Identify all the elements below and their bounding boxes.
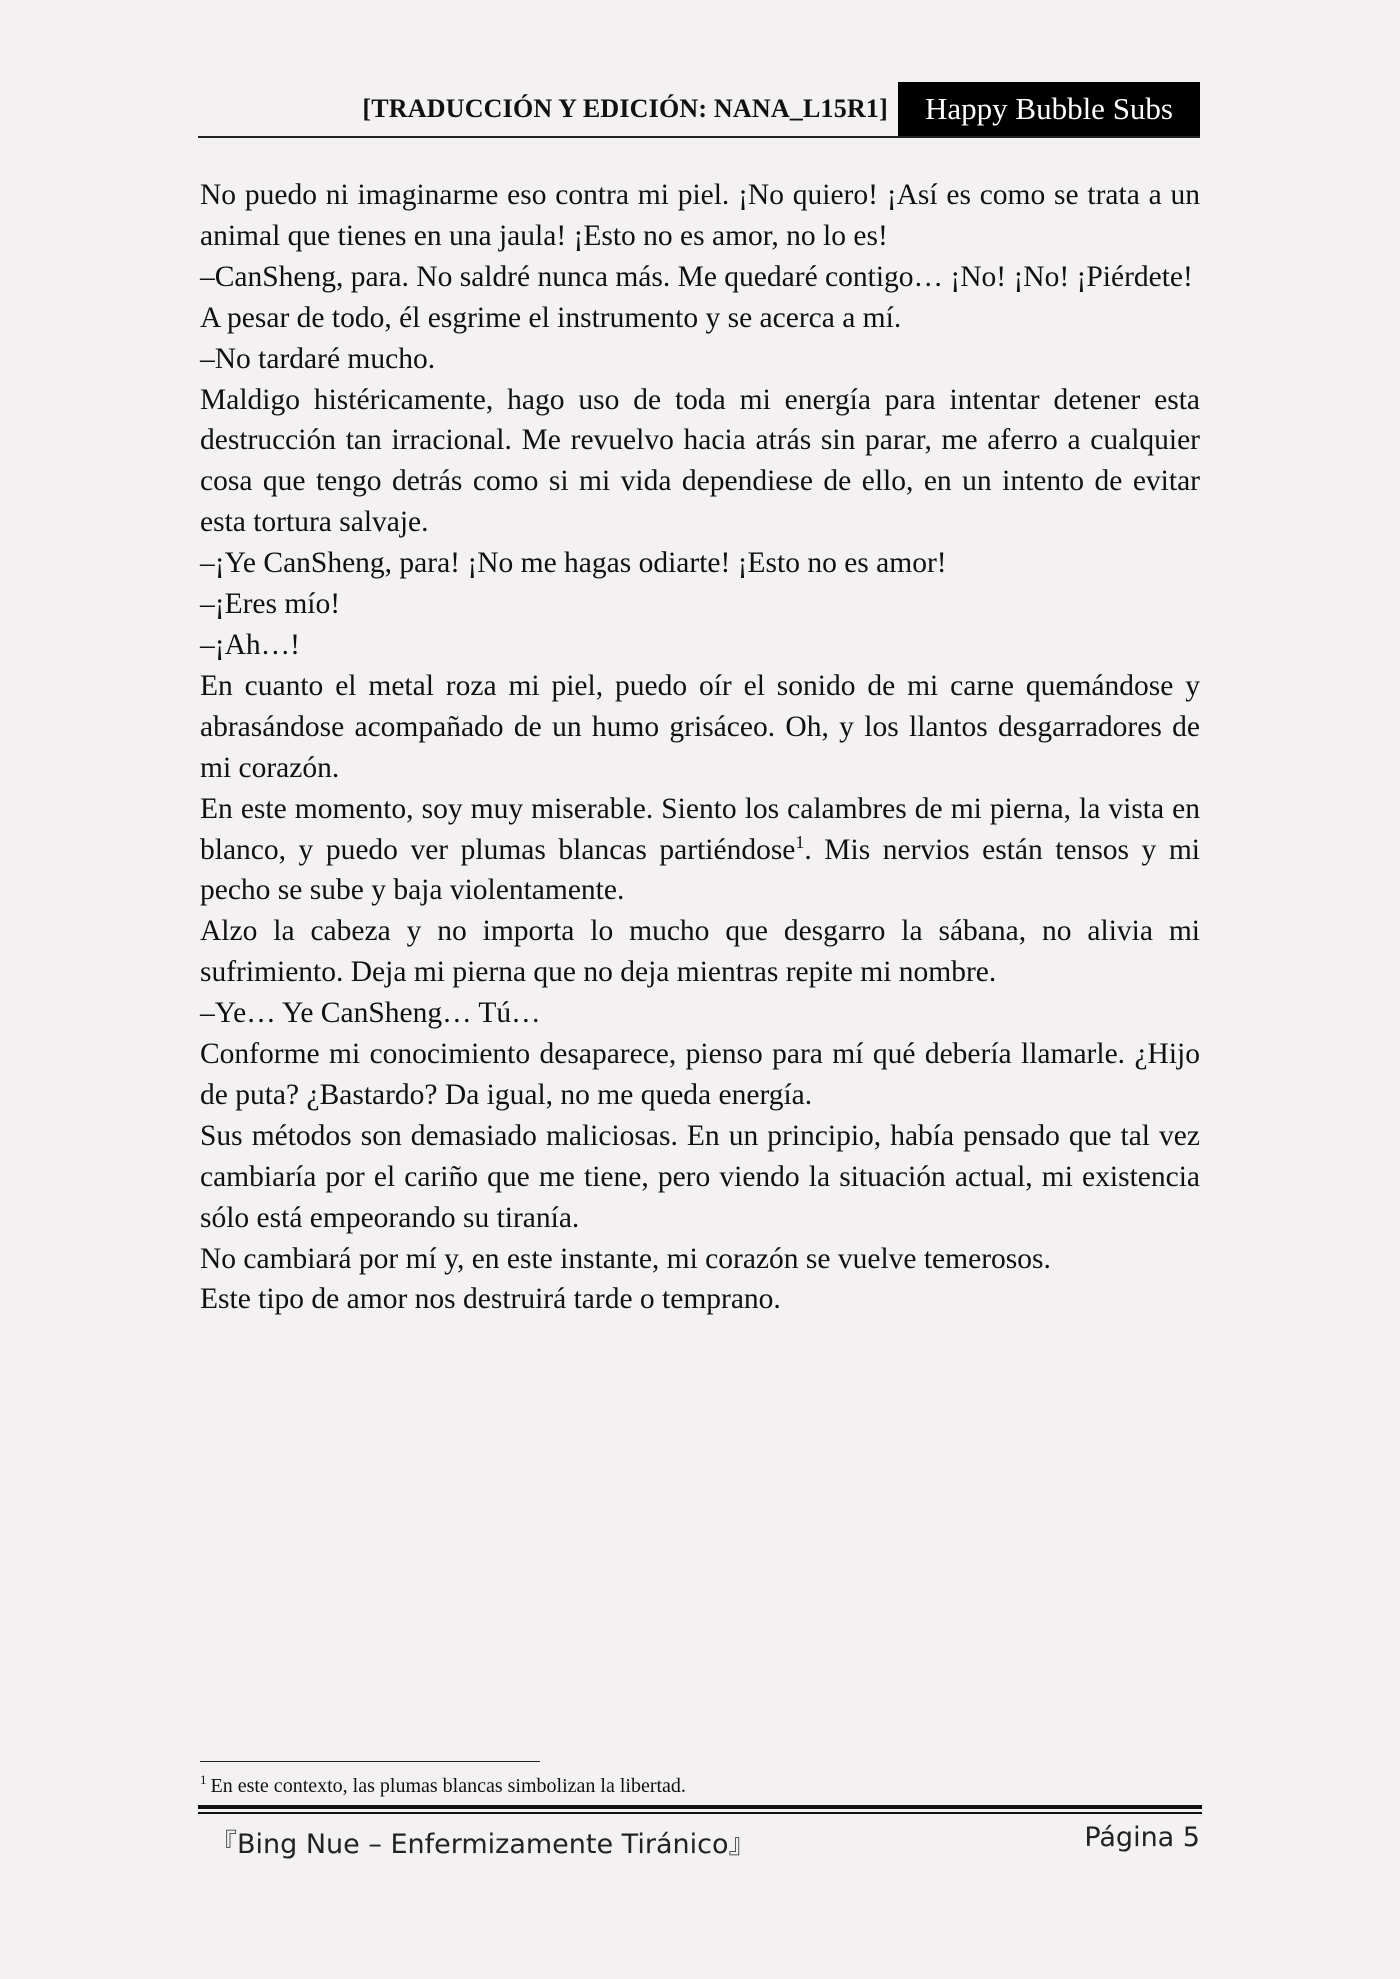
paragraph: Alzo la cabeza y no importa lo mucho que desgarro la sábana, no alivia mi sufrimiento. Deja mi pierna que no deja mientras repite mi nombre. [200, 915, 1200, 989]
paragraph: Este tipo de amor nos destruirá tarde o temprano. [200, 1283, 781, 1316]
paragraph: –¡Ah…! [200, 628, 300, 661]
footnote-number: 1 [200, 1772, 207, 1788]
paragraph: –¡Ye CanSheng, para! ¡No me hagas odiarte! ¡Esto no es amor! [200, 547, 947, 580]
paragraph [200, 789, 1200, 912]
footnote [200, 1772, 686, 1798]
paragraph: A pesar de todo, él esgrime el instrumento y se acerca a mí. [200, 301, 902, 334]
paragraph-head: En este momento, soy muy miserable. Siento los calambres de mi pierna, la vista en blanco, y puedo ver plumas blancas partiéndose [200, 792, 1200, 866]
translation-credit: [TRADUCCIÓN Y EDICIÓN: NANA_L15R1] [362, 94, 888, 123]
paragraph: No puedo ni imaginarme eso contra mi piel. ¡No quiero! ¡Así es como se trata a un animal que tienes en una jaula! ¡Esto no es amor, no lo es! [200, 179, 1200, 252]
paragraph: En cuanto el metal roza mi piel, puedo oír el sonido de mi carne quemándose y abrasándose acompañado de un humo grisáceo. Oh, y los llantos desgarradores de mi corazón. [200, 669, 1200, 784]
paragraph: Maldigo histéricamente, hago uso de toda mi energía para intentar detener esta destrucción tan irracional. Me revuelvo hacia atrás sin parar, me aferro a cualquier cosa que tengo detrás como si mi vida dependiese de ello, en un intento de evitar esta tortura salvaje. [200, 383, 1200, 539]
paragraph: Conforme mi conocimiento desaparece, pienso para mí qué debería llamarle. ¿Hijo de puta? ¿Bastardo? Da igual, no me queda energía. [200, 1038, 1200, 1111]
body-text [200, 175, 1200, 1320]
page-header [198, 82, 1200, 138]
page-number: Página 5 [1084, 1822, 1200, 1853]
footer-book-title: 『Bing Nue – Enfermizamente Tiránico』 [210, 1829, 756, 1860]
footer-rule-thick [198, 1805, 1202, 1809]
paragraph: –¡Eres mío! [200, 588, 341, 621]
paragraph-tail: . Mis nervios están tensos y mi pecho se sube y baja violentamente. [200, 833, 1200, 907]
group-badge: Happy Bubble Subs [898, 82, 1200, 136]
paragraph: No cambiará por mí y, en este instante, mi corazón se vuelve temerosos. [200, 1242, 1051, 1275]
footnote-text: En este contexto, las plumas blancas simbolizan la libertad. [210, 1775, 686, 1797]
paragraph: Sus métodos son demasiado maliciosas. En un principio, había pensado que tal vez cambiaría por el cariño que me tiene, pero viendo la situación actual, mi existencia sólo está empeorando su tiranía. [200, 1119, 1200, 1234]
footnote-divider [200, 1761, 540, 1762]
footer-rule-thin [198, 1812, 1202, 1814]
paragraph: –CanSheng, para. No saldré nunca más. Me quedaré contigo… ¡No! ¡No! ¡Piérdete! [200, 260, 1193, 293]
footnote-reference: 1 [795, 831, 805, 852]
paragraph: –Ye… Ye CanSheng… Tú… [200, 997, 541, 1030]
paragraph: –No tardaré mucho. [200, 342, 436, 375]
